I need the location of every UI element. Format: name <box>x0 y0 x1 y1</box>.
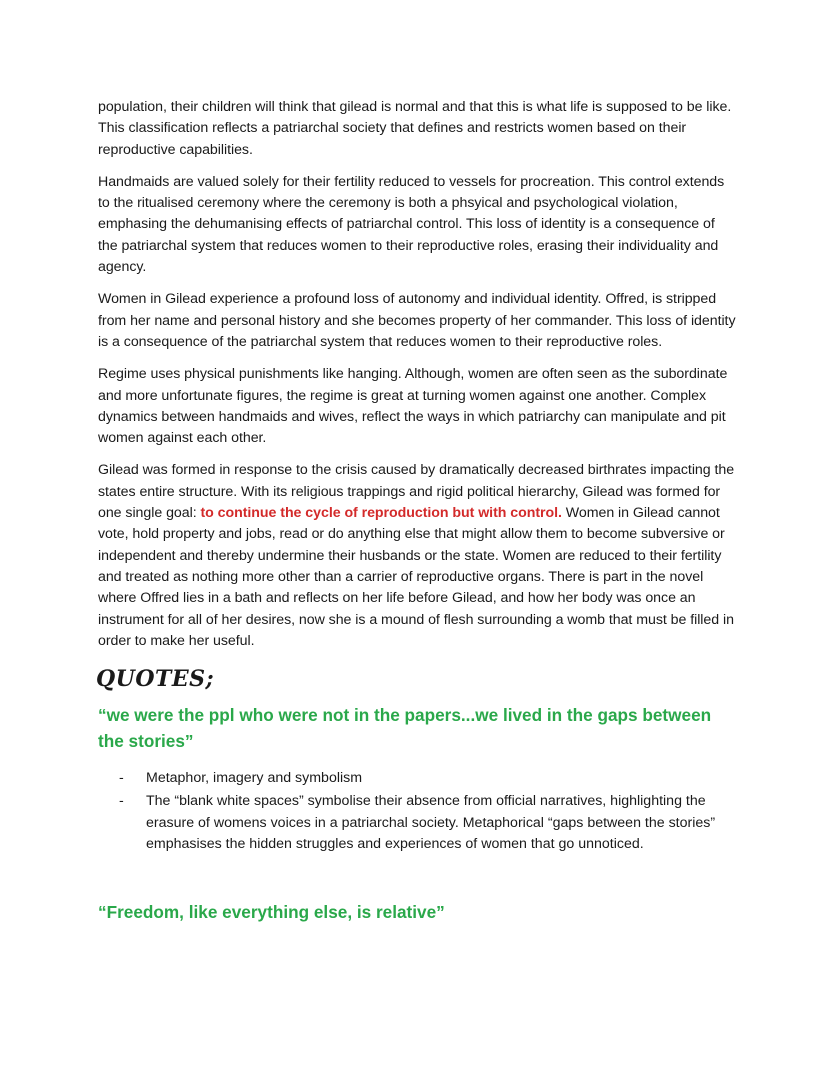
quote-title-papers: “we were the ppl who were not in the papers...we lived in the gaps between the stories” <box>98 705 712 752</box>
paragraph-handmaids: Handmaids are valued solely for their fertility reduced to vessels for procreation. This control extends to the ritualised ceremony where the ceremony is both a phsyical and psychological violation, emphasing the dehumanising effects of patriarchal control. This loss of identity is a consequence of the patriarchal system that reduces women to their reproductive roles, erasing their individuality and agency. <box>98 173 725 276</box>
quotes-heading: QUOTES; <box>96 666 215 693</box>
quote-analysis-list <box>98 768 738 855</box>
paragraph-loss-of-autonomy: Women in Gilead experience a profound loss of autonomy and individual identity. Offred, is stripped from her name and personal history and she becomes property of her commander. This loss of identity is a consequence of the patriarchal system that reduces women to their reproductive roles. <box>98 291 736 350</box>
paragraph-text-after: Women in Gilead cannot vote, hold property and jobs, read or do anything else that might allow them to become subversive or independent and thereby undermine their husbands or the state. Women are reduced to their fertility and treated as nothing more other than a carrier of reproductive organs. There is part in the novel where Offred lies in a bath and reflects on her life before Gilead, and how her body was once an instrument for all of her desires, now she is a mound of flesh surrounding a womb that must be filled in order to make her useful. <box>98 505 734 649</box>
paragraph-regime: Regime uses physical punishments like hanging. Although, women are often seen as the subordinate and more unfortunate figures, the regime is great at turning women against one another. Complex dynamics between handmaids and wives, reflect the ways in which patriarchy can manipulate and pit women against each other. <box>98 366 728 447</box>
list-item <box>98 768 738 789</box>
list-item-text: The “blank white spaces” symbolise their absence from official narratives, highlighting the erasure of womens voices in a patriarchal society. Metaphorical “gaps between the stories” emphasises the hidden struggles and experiences of women that go unnoticed. <box>146 793 716 853</box>
paragraph-classification: population, their children will think that gilead is normal and that this is what life is supposed to be like. This classification reflects a patriarchal society that defines and restricts women based on their reproductive capabilities. <box>98 99 732 158</box>
paragraph-gilead-formation <box>98 460 738 652</box>
document-page <box>98 97 738 939</box>
quote-title-freedom: “Freedom, like everything else, is relative” <box>98 902 445 923</box>
highlighted-goal: to continue the cycle of reproduction but with control. <box>200 505 562 522</box>
list-item-text: Metaphor, imagery and symbolism <box>146 770 363 787</box>
list-item <box>98 791 738 855</box>
paragraph-text-before: Gilead was formed in response to the crisis caused by dramatically decreased birthrates impacting the states entire structure. With its religious trappings and rigid political hierarchy, Gilead was formed for one single goal: <box>98 462 735 522</box>
bullet-dash: - <box>119 793 124 810</box>
bullet-dash: - <box>119 770 124 787</box>
